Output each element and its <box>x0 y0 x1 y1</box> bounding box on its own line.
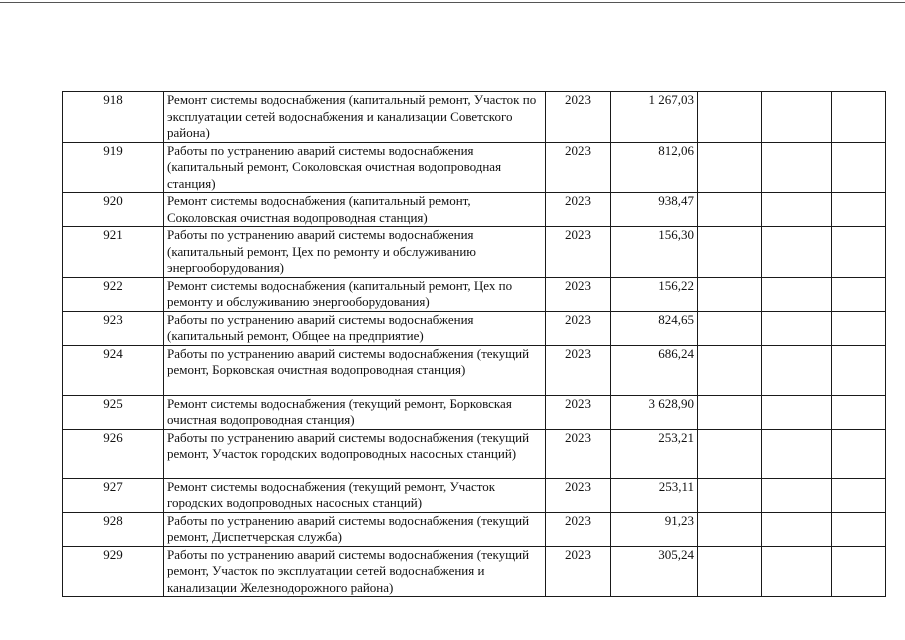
empty-cell <box>698 277 762 311</box>
row-number: 921 <box>63 227 164 278</box>
work-description: Работы по устранению аварий системы водоснабжения (текущий ремонт, Диспетчерская служба) <box>164 512 546 546</box>
table-row <box>63 193 886 227</box>
table-row <box>63 92 886 143</box>
row-amount: 305,24 <box>611 546 698 597</box>
row-amount: 156,22 <box>611 277 698 311</box>
empty-cell <box>762 193 832 227</box>
empty-cell <box>698 311 762 345</box>
row-number: 925 <box>63 395 164 429</box>
page-top-rule <box>0 2 905 3</box>
empty-cell <box>832 227 886 278</box>
empty-cell <box>762 277 832 311</box>
row-number: 926 <box>63 429 164 478</box>
table-row <box>63 311 886 345</box>
table-row <box>63 429 886 478</box>
empty-cell <box>698 546 762 597</box>
empty-cell <box>698 395 762 429</box>
work-description: Ремонт системы водоснабжения (текущий ремонт, Участок городских водопроводных насосных станций) <box>164 478 546 512</box>
work-description: Ремонт системы водоснабжения (капитальный ремонт, Соколовская очистная водопроводная станция) <box>164 193 546 227</box>
empty-cell <box>698 227 762 278</box>
empty-cell <box>762 546 832 597</box>
row-year: 2023 <box>546 227 611 278</box>
empty-cell <box>832 429 886 478</box>
empty-cell <box>762 311 832 345</box>
row-number: 927 <box>63 478 164 512</box>
row-number: 924 <box>63 345 164 395</box>
work-description: Ремонт системы водоснабжения (текущий ремонт, Борковская очистная водопроводная станция) <box>164 395 546 429</box>
table-row <box>63 345 886 395</box>
table-row <box>63 142 886 193</box>
work-description: Работы по устранению аварий системы водоснабжения (капитальный ремонт, Цех по ремонту и обслуживанию энергооборудования) <box>164 227 546 278</box>
empty-cell <box>698 429 762 478</box>
table-row <box>63 395 886 429</box>
table-row <box>63 546 886 597</box>
row-number: 919 <box>63 142 164 193</box>
empty-cell <box>698 345 762 395</box>
empty-cell <box>832 311 886 345</box>
work-description: Работы по устранению аварий системы водоснабжения (капитальный ремонт, Соколовская очистная водопроводная станция) <box>164 142 546 193</box>
empty-cell <box>698 193 762 227</box>
row-year: 2023 <box>546 142 611 193</box>
works-table-body <box>63 92 886 597</box>
row-year: 2023 <box>546 311 611 345</box>
empty-cell <box>832 478 886 512</box>
empty-cell <box>832 142 886 193</box>
work-description: Работы по устранению аварий системы водоснабжения (текущий ремонт, Участок городских водопроводных насосных станций) <box>164 429 546 478</box>
work-description: Работы по устранению аварий системы водоснабжения (текущий ремонт, Борковская очистная водопроводная станция) <box>164 345 546 395</box>
empty-cell <box>762 227 832 278</box>
works-table <box>62 91 886 597</box>
empty-cell <box>832 277 886 311</box>
row-year: 2023 <box>546 345 611 395</box>
row-amount: 91,23 <box>611 512 698 546</box>
row-amount: 938,47 <box>611 193 698 227</box>
row-amount: 824,65 <box>611 311 698 345</box>
row-amount: 812,06 <box>611 142 698 193</box>
row-amount: 3 628,90 <box>611 395 698 429</box>
row-year: 2023 <box>546 92 611 143</box>
row-year: 2023 <box>546 478 611 512</box>
row-amount: 156,30 <box>611 227 698 278</box>
row-number: 918 <box>63 92 164 143</box>
row-amount: 686,24 <box>611 345 698 395</box>
row-year: 2023 <box>546 429 611 478</box>
row-year: 2023 <box>546 546 611 597</box>
empty-cell <box>832 395 886 429</box>
empty-cell <box>762 478 832 512</box>
empty-cell <box>832 512 886 546</box>
empty-cell <box>762 92 832 143</box>
empty-cell <box>762 429 832 478</box>
empty-cell <box>698 142 762 193</box>
row-number: 920 <box>63 193 164 227</box>
empty-cell <box>698 92 762 143</box>
empty-cell <box>832 546 886 597</box>
row-number: 929 <box>63 546 164 597</box>
empty-cell <box>698 512 762 546</box>
empty-cell <box>762 142 832 193</box>
table-row <box>63 478 886 512</box>
row-year: 2023 <box>546 277 611 311</box>
empty-cell <box>762 395 832 429</box>
row-number: 923 <box>63 311 164 345</box>
empty-cell <box>832 345 886 395</box>
work-description: Работы по устранению аварий системы водоснабжения (капитальный ремонт, Общее на предприятие) <box>164 311 546 345</box>
row-year: 2023 <box>546 395 611 429</box>
row-number: 922 <box>63 277 164 311</box>
empty-cell <box>832 193 886 227</box>
row-year: 2023 <box>546 193 611 227</box>
empty-cell <box>762 345 832 395</box>
table-row <box>63 512 886 546</box>
empty-cell <box>762 512 832 546</box>
table-row <box>63 227 886 278</box>
row-amount: 1 267,03 <box>611 92 698 143</box>
row-amount: 253,11 <box>611 478 698 512</box>
empty-cell <box>698 478 762 512</box>
work-description: Ремонт системы водоснабжения (капитальный ремонт, Участок по эксплуатации сетей водоснабжения и канализации Советского района) <box>164 92 546 143</box>
row-number: 928 <box>63 512 164 546</box>
row-year: 2023 <box>546 512 611 546</box>
empty-cell <box>832 92 886 143</box>
work-description: Работы по устранению аварий системы водоснабжения (текущий ремонт, Участок по эксплуатации сетей водоснабжения и канализации Железнодорожного района) <box>164 546 546 597</box>
table-row <box>63 277 886 311</box>
work-description: Ремонт системы водоснабжения (капитальный ремонт, Цех по ремонту и обслуживанию энергооборудования) <box>164 277 546 311</box>
row-amount: 253,21 <box>611 429 698 478</box>
